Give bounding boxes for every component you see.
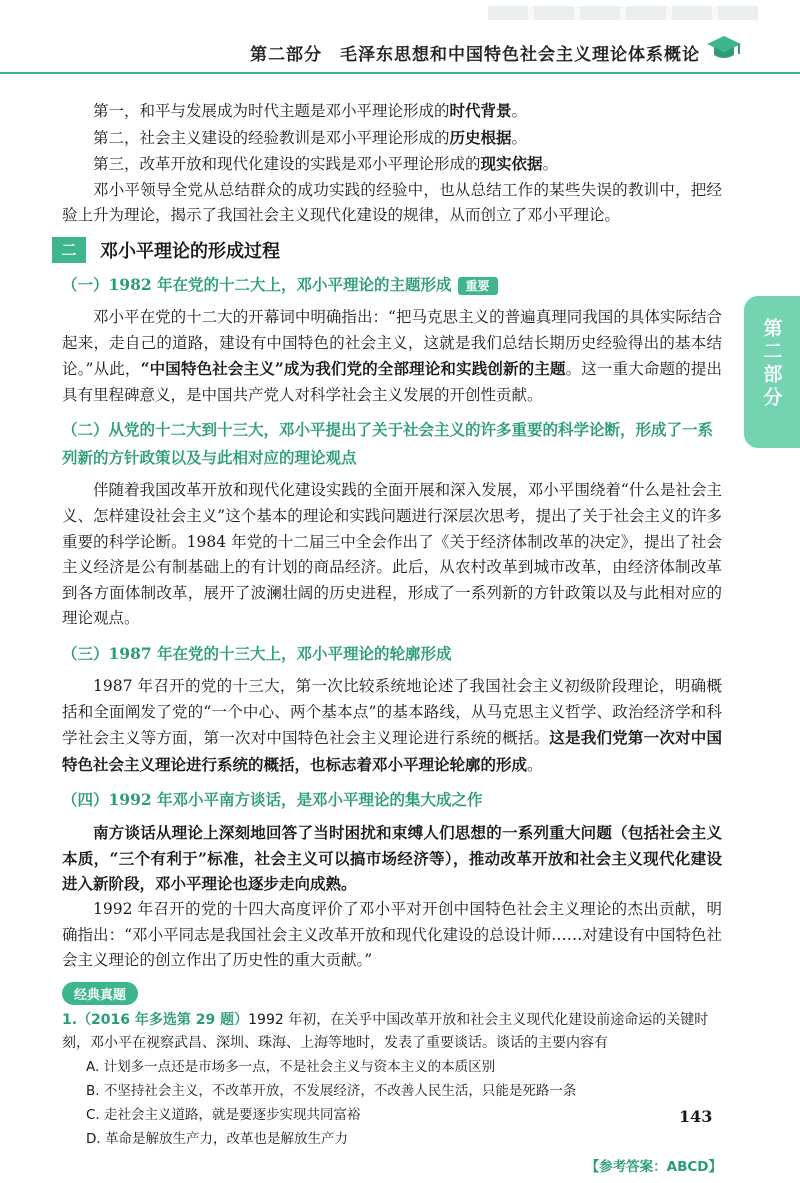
side-tab-label: 第二部分	[760, 318, 783, 410]
important-badge: 重要	[458, 277, 498, 295]
subsection-4-paragraph-2: 1992 年召开的党的十四大高度评价了邓小平对开创中国特色社会主义理论的杰出贡献，明确指出：“邓小平同志是我国社会主义改革开放和现代化建设的总设计师……对建设有中国特色社会主义理论的创立作出了历史性的重大贡献。”	[62, 900, 722, 970]
subsection-4-paragraph-1: 南方谈话从理论上深刻地回答了当时困扰和束缚人们思想的一系列重大问题（包括社会主义本质，“三个有利于”标准，社会主义可以搞市场经济等），推动改革开放和社会主义现代化建设进入新阶段，邓小平理论也逐步走向成熟。	[62, 823, 722, 894]
page-content	[62, 98, 722, 1175]
exam-question: 1.（2016 年多选第 29 题）1992 年初，在关乎中国改革开放和社会主义现代化建设前途命运的关键时刻，邓小平在视察武昌、深圳、珠海、上海等地时，发表了重要谈话。谈话的主要内容有	[62, 1011, 709, 1051]
option-c: C. 走社会主义道路，就是要逐步实现共同富裕	[86, 1106, 361, 1123]
section-number: 二	[52, 237, 86, 263]
section-heading	[52, 237, 722, 263]
page-number: 143	[679, 1107, 713, 1126]
section-title: 邓小平理论的形成过程	[100, 240, 280, 262]
side-tab-part-two	[744, 296, 800, 448]
subsection-3-title: （三）1987 年在党的十三大上，邓小平理论的轮廓形成	[62, 643, 452, 663]
graduation-cap-icon	[706, 34, 742, 64]
intro-line-1: 第一，和平与发展成为时代主题是邓小平理论形成的时代背景。	[93, 101, 528, 120]
header-title: 第二部分 毛泽东思想和中国特色社会主义理论体系概论	[250, 45, 700, 65]
page-header	[0, 34, 800, 74]
intro-paragraph: 邓小平领导全党从总结群众的成功实践的经验中，也从总结工作的某些失误的教训中，把经验上升为理论，揭示了我国社会主义现代化建设的规律，从而创立了邓小平理论。	[62, 180, 722, 225]
exam-tag: 经典真题	[62, 982, 138, 1005]
option-d: D. 革命是解放生产力，改革也是解放生产力	[86, 1130, 348, 1147]
option-a: A. 计划多一点还是市场多一点，不是社会主义与资本主义的本质区别	[86, 1058, 496, 1075]
subsection-4-title: （四）1992 年邓小平南方谈话，是邓小平理论的集大成之作	[62, 790, 483, 810]
subsection-2-paragraph: 伴随着我国改革开放和现代化建设实践的全面开展和深入发展，邓小平围绕着“什么是社会主义、怎样建设社会主义”这个基本的理论和实践问题进行深层次思考，提出了关于社会主义的许多重要的科学论断。1984 年党的十二届三中全会作出了《关于经济体制改革的决定》，提出了社会主义经济是公有制基础上的有计划的商品经济。此后，从农村改革到城市改革，由经济体制改革到各方面体制改革，展开了波澜壮阔的历史进程，形成了一系列新的方针政策以及与此相对应的理论观点。	[62, 481, 722, 628]
exam-options	[62, 1055, 722, 1151]
subsection-2-title: （二）从党的十二大到十三大，邓小平提出了关于社会主义的许多重要的科学论断，形成了一系列新的方针政策以及与此相对应的理论观点	[62, 420, 714, 468]
top-edge-strip	[488, 6, 758, 20]
option-b: B. 不坚持社会主义，不改革开放，不发展经济，不改善人民生活，只能是死路一条	[86, 1082, 577, 1099]
reference-answer: 【参考答案：ABCD】	[585, 1158, 722, 1175]
intro-line-2: 第二，社会主义建设的经验教训是邓小平理论形成的历史根据。	[93, 127, 528, 147]
subsection-1-paragraph: 邓小平在党的十二大的开幕词中明确指出：“把马克思主义的普遍真理同我国的具体实际结合起来，走自己的道路，建设有中国特色的社会主义，这就是我们总结长期历史经验得出的基本结论。”从此，“中国特色社会主义”成为我们党的全部理论和实践创新的主题。这一重大命题的提出具有里程碑意义，是中国共产党人对科学社会主义发展的开创性贡献。	[62, 307, 722, 404]
intro-line-3: 第三，改革开放和现代化建设的实践是邓小平理论形成的现实依据。	[93, 154, 559, 174]
subsection-3-paragraph: 1987 年召开的党的十三大，第一次比较系统地论述了我国社会主义初级阶段理论，明确概括和全面阐发了党的“一个中心、两个基本点”的基本路线，从马克思主义哲学、政治经济学和科学社会主义等方面，第一次对中国特色社会主义理论进行系统的概括。这是我们党第一次对中国特色社会主义理论进行系统的概括，也标志着邓小平理论轮廓的形成。	[62, 676, 722, 774]
subsection-1-title: （一）1982 年在党的十二大上，邓小平理论的主题形成 重要	[62, 271, 722, 299]
header-rule	[0, 72, 800, 74]
